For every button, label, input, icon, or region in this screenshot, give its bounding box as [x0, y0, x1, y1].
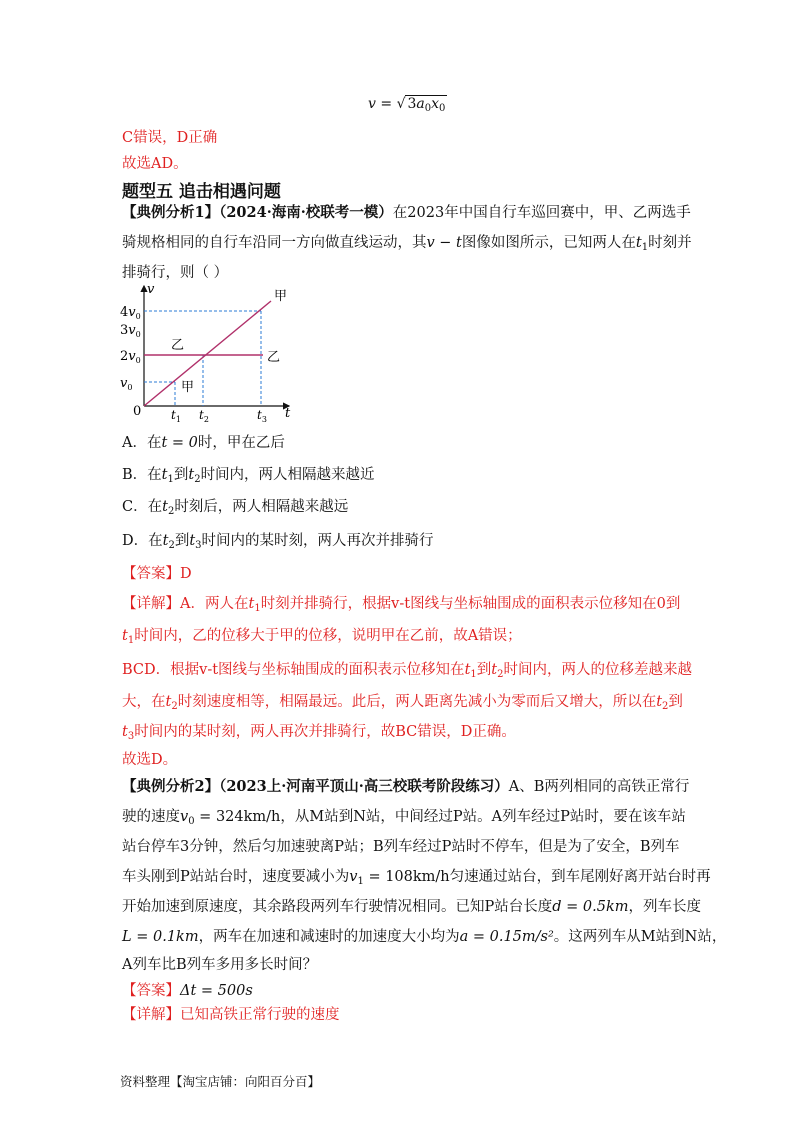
sqrt-symbol: √ [396, 96, 406, 112]
detail4-t2bs: 2 [662, 701, 669, 712]
label-yi-right: 乙 [267, 350, 281, 365]
y-tick-label-1: $3v_0$ [120, 323, 141, 339]
detail4-t2: t [165, 694, 172, 710]
ex2-answer-tag: 【答案】 [122, 983, 180, 999]
ex1-detail-1 [122, 594, 680, 619]
formula-a: a [416, 96, 425, 112]
ex1-stem-t1-sub: 1 [641, 242, 649, 253]
ex2-d: d = 0.5km [552, 899, 629, 915]
opt-d-t3: t [189, 533, 196, 549]
detail3-t1: t [464, 662, 471, 678]
ex2-v1: v [349, 869, 358, 885]
ex2-tag: 【典例分析2】 [122, 778, 220, 795]
ex2-l6-mid: ，两车在加速和减速时的加速度大小均为 [198, 929, 460, 945]
ex1-stem-a: 在2023年中国自行车巡回赛中，甲、乙两选手 [392, 205, 691, 221]
ex1-answer: 【答案】D [122, 566, 192, 582]
opt-b-pre: B．在 [122, 467, 162, 483]
option-d [122, 531, 434, 556]
y-axis-label: v [147, 283, 155, 297]
ex1-conclusion: 故选D。 [122, 752, 178, 768]
option-c [122, 497, 348, 522]
ex2-a: a = 0.15m/s² [459, 929, 554, 945]
label-jia-top: 甲 [274, 289, 288, 304]
ex2-detail: 【详解】已知高铁正常行驶的速度 [122, 1007, 340, 1023]
detail1-t1s: 1 [254, 603, 261, 614]
detail5-post: 时间内的某时刻，两人再次并排骑行，故BC错误，D正确。 [134, 724, 516, 740]
detail5-t3: t [122, 724, 128, 740]
vt-chart [117, 283, 307, 423]
x-tick-label-2: $t_3$ [257, 408, 267, 423]
ex1-line1 [122, 203, 691, 223]
ex1-stem-b-post: 时刻并 [648, 235, 692, 251]
ex2-v1-val: = 108km/h [363, 869, 450, 885]
x-tick-label-1: $t_2$ [199, 408, 209, 423]
ex1-detail-4 [122, 692, 683, 717]
ex2-l1-post: A、B两列相同的高铁正常行 [508, 779, 690, 795]
formula-a-sub: 0 [424, 103, 432, 114]
formula-coef: 3 [407, 96, 417, 112]
opt-d-mid: 到 [174, 533, 190, 549]
formula-lhs: v [368, 96, 376, 112]
ex1-stem-b-mid: 图像如图所示，已知两人在 [461, 235, 636, 251]
opt-c-t2: t [162, 499, 168, 515]
opt-c-post: 时刻后，两人相隔越来越远 [174, 499, 349, 515]
ex2-v1s: 1 [357, 876, 364, 887]
opt-c-t2s: 2 [167, 506, 175, 517]
y-tick-label-2: $2v_0$ [120, 349, 141, 365]
ex2-answer-val: Δt = 500s [180, 983, 253, 999]
opt-b-t1: t [161, 467, 168, 483]
ex2-l5-post: ，列车长度 [628, 899, 702, 915]
detail1-post: 时刻并排骑行，根据v-t图线与坐标轴围成的面积表示位移知在0到 [260, 596, 681, 612]
ex2-v0-val: = 324km/h [194, 809, 281, 825]
detail4-t2b: t [656, 694, 663, 710]
opt-a-t: t = 0 [161, 435, 198, 451]
origin-label: 0 [133, 404, 142, 419]
ex1-line2 [122, 233, 692, 258]
opt-b-t1s: 1 [167, 474, 174, 485]
top-formula [368, 96, 447, 114]
ex1-stem-vt: v − t [426, 235, 462, 251]
label-jia-bottom: 甲 [181, 380, 195, 395]
opt-d-t2s: 2 [168, 540, 175, 551]
opt-c-pre: C．在 [122, 499, 163, 515]
detail1-pre: 【详解】A．两人在 [122, 596, 249, 612]
opt-d-t3s: 3 [195, 540, 202, 551]
detail4-post: 时刻速度相等，相隔最远。此后，两人距离先减小为零而后又增大，所以在 [177, 694, 657, 710]
opt-d-post: 时间内的某时刻，两人再次并排骑行 [201, 533, 434, 549]
opt-b-t2: t [188, 467, 195, 483]
opt-b-t2s: 2 [194, 474, 201, 485]
detail2-t1: t [122, 628, 128, 644]
ex2-answer [122, 981, 253, 1001]
ex2-l2-post: ，从M站到N站，中间经过P站。A列车经过P站时，要在该车站 [280, 809, 686, 825]
ex2-l2-pre: 驶的速度 [122, 809, 180, 825]
ex2-l4-post: 匀速通过站台，到车尾刚好离开站台时再 [449, 869, 711, 885]
detail3-post: 时间内，两人的位移差越来越 [503, 662, 692, 678]
formula-eq: = [380, 96, 393, 112]
opt-a-pre: A．在 [122, 435, 162, 451]
ex1-tag: 【典例分析1】 [122, 204, 220, 221]
series-jia-line [144, 301, 271, 406]
ex1-detail-3 [122, 660, 692, 685]
label-yi-left: 乙 [171, 338, 185, 353]
detail2-t1s: 1 [127, 635, 135, 646]
ex2-v0: v [180, 809, 189, 825]
x-axis-label: t [285, 406, 291, 421]
ex2-l4-pre: 车头刚到P站站台时，速度要减小为 [122, 869, 350, 885]
opt-b-mid: 到 [173, 467, 189, 483]
detail5-t3s: 3 [127, 731, 135, 742]
detail4-t2s: 2 [171, 701, 178, 712]
page-footer: 资料整理【淘宝店铺：向阳百分百】 [120, 1074, 321, 1089]
y-tick-label-3: $v_0$ [120, 376, 133, 392]
ex2-line3: 站台停车3分钟，然后匀加速驶离P站；B列车经过P站时不停车，但是为了安全，B列车 [122, 839, 680, 855]
ex2-v0s: 0 [188, 816, 195, 827]
ex1-detail-5 [122, 722, 516, 747]
detail3-pre: BCD．根据v-t图线与坐标轴围成的面积表示位移知在 [122, 662, 465, 678]
ex1-source: （2024·海南·校联考一模） [219, 204, 393, 221]
opt-a-post: 时，甲在乙后 [197, 435, 285, 451]
ex1-stem-b-pre: 骑规格相同的自行车沿同一方向做直线运动，其 [122, 235, 427, 251]
formula-x: x [431, 96, 440, 112]
detail2-post: 时间内，乙的位移大于甲的位移，说明甲在乙前，故A错误； [134, 628, 522, 644]
formula-x-sub: 0 [439, 103, 446, 114]
ex2-line1 [122, 777, 689, 797]
ex2-line4 [122, 867, 711, 892]
y-tick-label-0: $4v_0$ [120, 305, 141, 321]
ex2-source: （2023上·河南平顶山·高三校联考阶段练习） [219, 778, 509, 795]
ex2-line2 [122, 807, 686, 832]
ex2-L: L = 0.1km [122, 929, 199, 945]
ex2-line7: A列车比B列车多用多长时间？ [122, 957, 318, 973]
opt-d-t2: t [162, 533, 169, 549]
section-heading: 题型五 追击相遇问题 [122, 182, 281, 202]
detail3-t1s: 1 [470, 669, 477, 680]
line-ad: 故选AD。 [122, 156, 188, 172]
detail3-t2: t [491, 662, 498, 678]
option-a [122, 433, 285, 453]
detail1-t1: t [248, 596, 255, 612]
ex2-l5-pre: 开始加速到原速度，其余路段两列车行驶情况相同。已知P站台长度 [122, 899, 553, 915]
ex1-stem-t1: t [635, 235, 642, 251]
detail3-t2s: 2 [497, 669, 504, 680]
detail3-mid: 到 [476, 662, 492, 678]
detail4-pre: 大，在 [122, 694, 166, 710]
x-tick-label-0: $t_1$ [171, 408, 181, 423]
ex2-line6 [122, 927, 726, 947]
line-cd: C错误，D正确 [122, 130, 218, 146]
ex1-line3: 排骑行，则（ ） [122, 265, 229, 281]
ex2-line5 [122, 897, 701, 917]
option-b [122, 465, 375, 490]
ex2-l6-post: 。这两列车从M站到N站， [553, 929, 727, 945]
opt-b-post: 时间内，两人相隔越来越近 [200, 467, 375, 483]
detail4-end: 到 [668, 694, 683, 710]
ex1-detail-2 [122, 626, 522, 651]
opt-d-pre: D．在 [122, 533, 163, 549]
